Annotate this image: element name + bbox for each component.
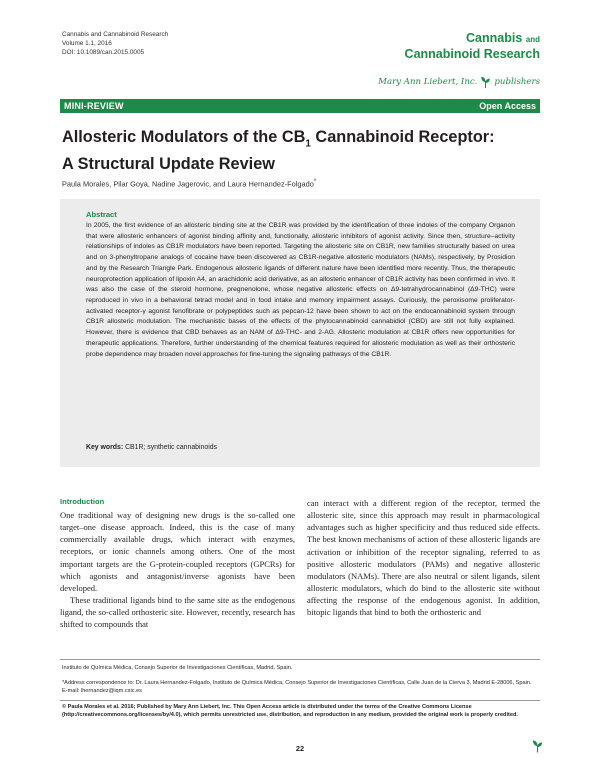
journal-volume: Volume 1.1, 2016 <box>62 40 112 47</box>
keywords-label: Key words: <box>86 444 124 451</box>
publisher-suffix: publishers <box>494 77 540 87</box>
correspondence-note: *Address correspondence to: Dr. Laura Hernandez-Folgado, Instituto de Química Médica, Consejo Superior de Investigaciones Científicas, Calle Juan de la Cierva 3, Madrid E-28006, Spain. E-mail: lhernandez@iqm.csic.es <box>62 680 532 695</box>
author-list: Paula Morales, Pilar Goya, Nadine Jagerovic, and Laura Hernandez-Folgado* <box>62 179 317 189</box>
publisher-name: Mary Ann Liebert, Inc. <box>378 77 478 87</box>
keywords <box>86 444 217 451</box>
abstract-heading: Abstract <box>86 210 117 219</box>
right-column <box>307 497 540 618</box>
journal-meta <box>62 30 168 57</box>
intro-paragraph-2: These traditional ligands bind to the same site as the endogenous ligand, the so-called orthosteric site. However, recently, research has shifted to compounds that <box>60 594 295 630</box>
affiliation-note: Instituto de Química Médica, Consejo Superior de Investigaciones Científicas, Madrid, Spain. <box>62 665 293 671</box>
intro-body-left <box>60 509 295 630</box>
journal-name: Cannabis and Cannabinoid Research <box>62 31 169 38</box>
publisher-logo <box>378 76 540 88</box>
left-column <box>60 497 295 630</box>
section-heading-introduction: Introduction <box>60 497 105 506</box>
article-type: MINI-REVIEW <box>64 100 124 111</box>
sprout-icon <box>480 76 491 88</box>
intro-paragraph-1: One traditional way of designing new drugs is the so-called one target–one disease approach. Indeed, this is the case of many commercially available drugs, which interact with enzymes, receptors, or ionic channels among others. One of the most important targets are the G-protein-coupled receptors (GPCRs) for which agonists and antagonist/inverse agonists have been developed. <box>60 510 295 593</box>
abstract-body: In 2005, the first evidence of an allosteric binding site at the CB1R was provided by the identification of three indoles of the company Organon that were allosteric enhancers of agonist binding affinity and, functionally, allosteric inhibitors of agonist activity. Since then, structure–activity relationships of indoles as CB1R modulators have been reported. Targeting the allosteric site on CB1R, new families structurally based on urea and on 3-phenyltropane analogs of cocaine have been discovered as CB1R-negative allosteric modulators (NAMs), respectively, by Prosidion and by the Research Triangle Park. Endogenous allosteric ligands of different nature have been identified more recently. Thus, the therapeutic neuroprotection application of lipoxin A4, an arachidonic acid derivative, as an allosteric enhancer of CB1R activity has been confirmed in vivo. It was also the case of the steroid hormone, pregnenolone, whose negative allosteric effects on Δ9-tetrahydrocannabinol (Δ9-THC) were reproduced in vivo in a behavioral tetrad model and in food intake and memory impairment assays. Curiously, the peroxisome proliferator-activated receptor-γ agonist fenofibrate or polypeptides such as pepcan-12 have been shown to act on the endocannabinoid system through CB1R allosteric modulation. The mechanistic bases of the effects of the phytocannabinoid cannabidiol (CBD) are still not fully explained. However, there is evidence that CBD behaves as an NAM of Δ9-THC- and 2-AG. Allosteric modulation at CB1R offers new opportunities for therapeutic applications. Therefore, further understanding of the chemical features required for allosteric modulation as well as their orthosteric probe dependence may broaden novel approaches for fine-tuning the signaling pathways of the CB1R. <box>86 222 515 358</box>
intro-body-right: can interact with a different region of the receptor, termed the allosteric site, since this approach may result in pharmacological advantages such as higher specificity and thus reduced side effects. The best known mechanisms of action of these allosteric ligands are activation or inhibition of the receptor signaling, referred to as positive allosteric modulators (PAMs) and negative allosteric modulators (NAMs). There are also neutral or silent ligands, silent allosteric modulators, which do bind to the allosteric site without affecting the response of the endogenous agonist. In addition, bitopic ligands that bind to both the orthosteric and <box>307 498 540 618</box>
article-title: Allosteric Modulators of the $CB_1$ Cannabinoid Receptor: A Structural Update Review <box>62 128 495 174</box>
brand-title-line2: Cannabinoid Research <box>404 47 540 61</box>
leaf-icon <box>532 739 543 753</box>
keywords-value: CB1R; synthetic cannabinoids <box>125 444 218 451</box>
license-divider <box>60 700 540 701</box>
page-number: 22 <box>295 744 305 753</box>
article-type-bar <box>60 99 540 113</box>
journal-doi: DOI: 10.1089/can.2015.0005 <box>62 49 145 56</box>
license-note: © Paula Morales et al. 2016; Published by Mary Ann Liebert, Inc. This Open Access article is distributed under the terms of the Creative Commons License (http://creativecommons.org/licenses/by/4.0), which permits unrestricted use, distribution, and reproduction in any medium, provided the original work is properly credited. <box>62 704 518 719</box>
brand-title-line1: Cannabis and <box>466 31 540 45</box>
footnote-divider <box>60 659 540 660</box>
access-label: Open Access <box>479 100 536 111</box>
journal-brand <box>405 31 540 62</box>
